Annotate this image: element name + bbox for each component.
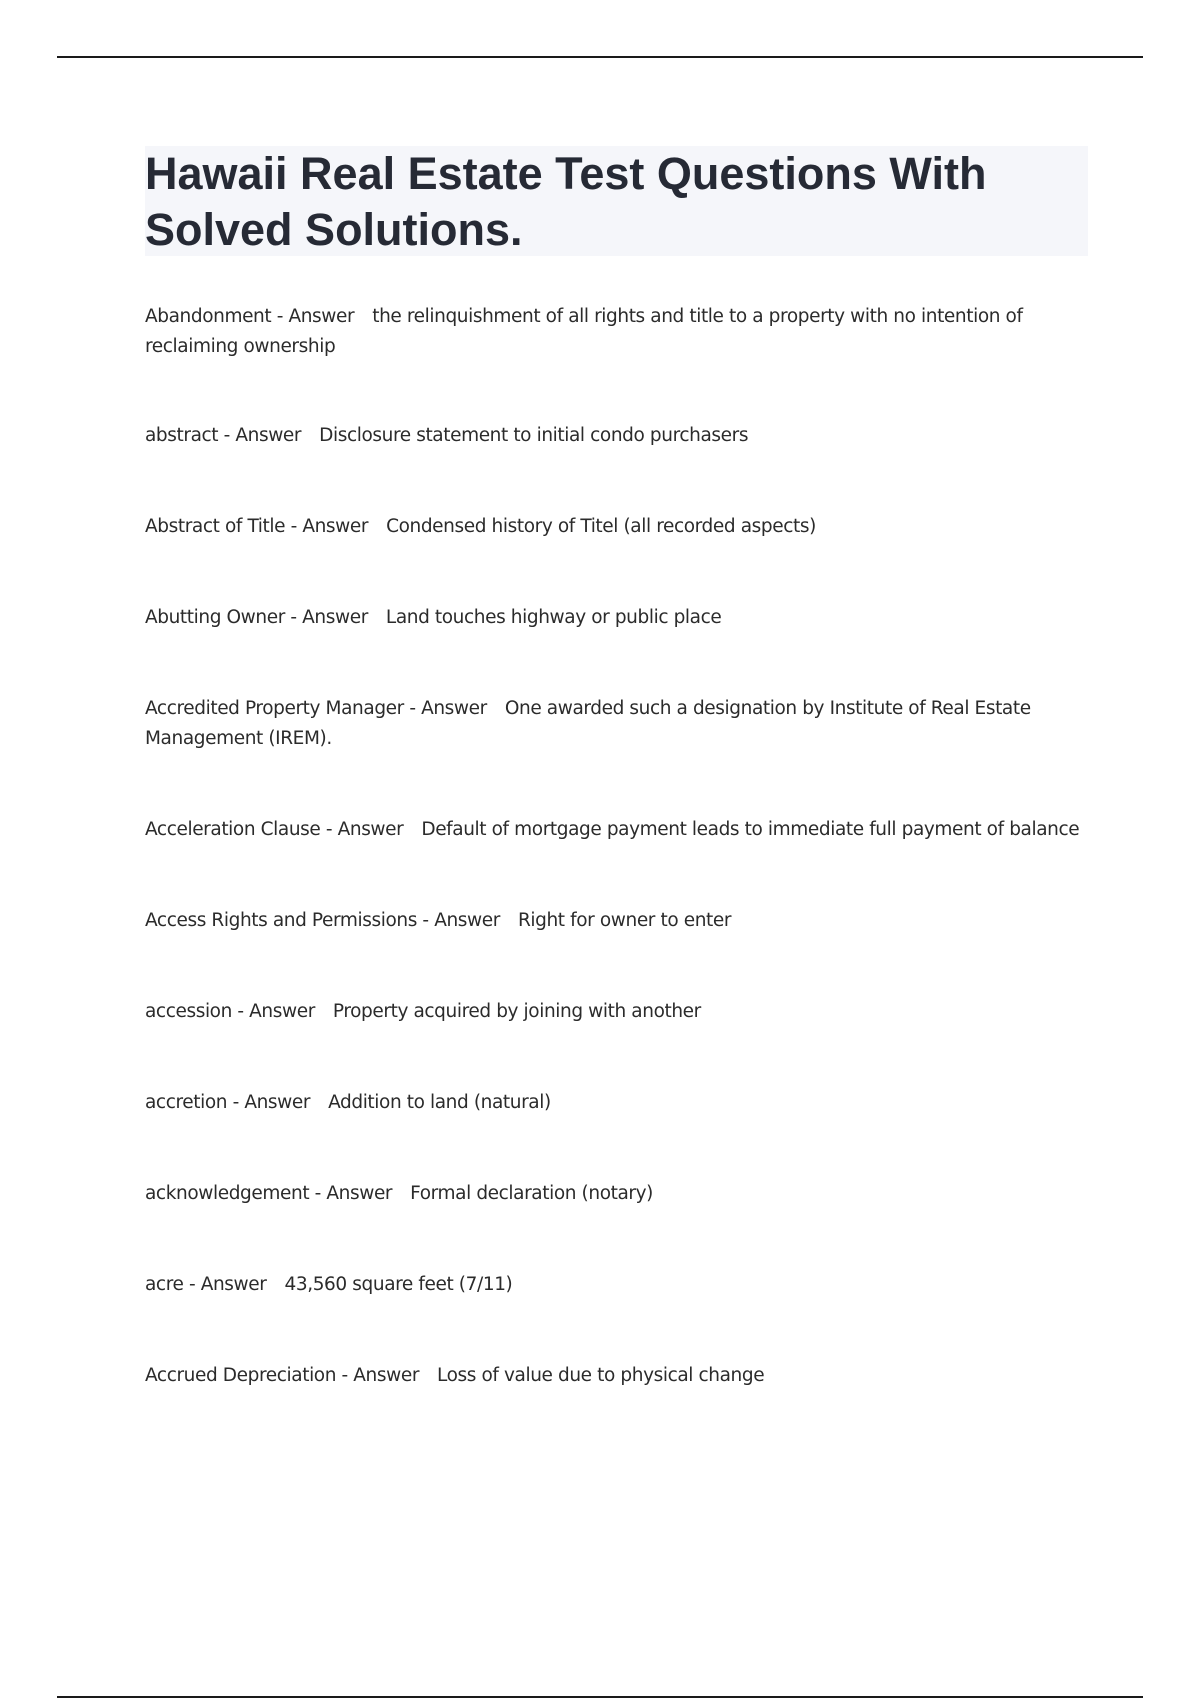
title-block <box>145 146 1088 256</box>
entry-accession <box>145 997 1085 1027</box>
entry-accrued-depreciation <box>145 1361 1085 1391</box>
document-title: Hawaii Real Estate Test Questions With Solved Solutions. <box>145 148 987 255</box>
entry-definition: 43,560 square feet (7/11) <box>284 1274 513 1295</box>
entry-term: Abutting Owner - Answer <box>145 607 368 628</box>
entry-term: accretion - Answer <box>145 1092 311 1113</box>
entry-accretion <box>145 1088 1085 1118</box>
entry-abstract <box>145 421 1085 451</box>
entry-accredited-property-manager <box>145 694 1085 754</box>
entry-definition: Condensed history of Titel (all recorded aspects) <box>386 516 816 537</box>
entry-acre <box>145 1270 1085 1300</box>
entry-abstract-of-title <box>145 512 1085 542</box>
entry-term: Access Rights and Permissions - Answer <box>145 910 500 931</box>
entry-access-rights <box>145 906 1085 936</box>
entry-acceleration-clause <box>145 815 1085 845</box>
entry-abutting-owner <box>145 603 1085 633</box>
entry-definition: Addition to land (natural) <box>328 1092 551 1113</box>
entry-definition: the relinquishment of all rights and title to a property with no intention of reclaiming ownership <box>145 306 1023 357</box>
entry-term: Acceleration Clause - Answer <box>145 819 404 840</box>
entry-definition: Right for owner to enter <box>517 910 732 931</box>
entry-definition: Disclosure statement to initial condo purchasers <box>319 425 749 446</box>
top-divider <box>57 56 1143 58</box>
entry-definition: One awarded such a designation by Institute of Real Estate Management (IREM). <box>145 698 1031 749</box>
entry-definition: Formal declaration (notary) <box>410 1183 653 1204</box>
bottom-divider <box>57 1696 1143 1698</box>
entry-term: Abstract of Title - Answer <box>145 516 369 537</box>
entry-term: acknowledgement - Answer <box>145 1183 393 1204</box>
entry-definition: Default of mortgage payment leads to immediate full payment of balance <box>421 819 1080 840</box>
entry-acknowledgement <box>145 1179 1085 1209</box>
entry-term: Accredited Property Manager - Answer <box>145 698 487 719</box>
entry-term: acre - Answer <box>145 1274 267 1295</box>
entry-term: Accrued Depreciation - Answer <box>145 1365 420 1386</box>
entry-definition: Land touches highway or public place <box>385 607 722 628</box>
entry-definition: Property acquired by joining with another <box>332 1001 701 1022</box>
entry-definition: Loss of value due to physical change <box>437 1365 765 1386</box>
entry-term: accession - Answer <box>145 1001 315 1022</box>
entry-term: Abandonment - Answer <box>145 306 355 327</box>
entry-term: abstract - Answer <box>145 425 302 446</box>
entry-abandonment <box>145 302 1085 362</box>
